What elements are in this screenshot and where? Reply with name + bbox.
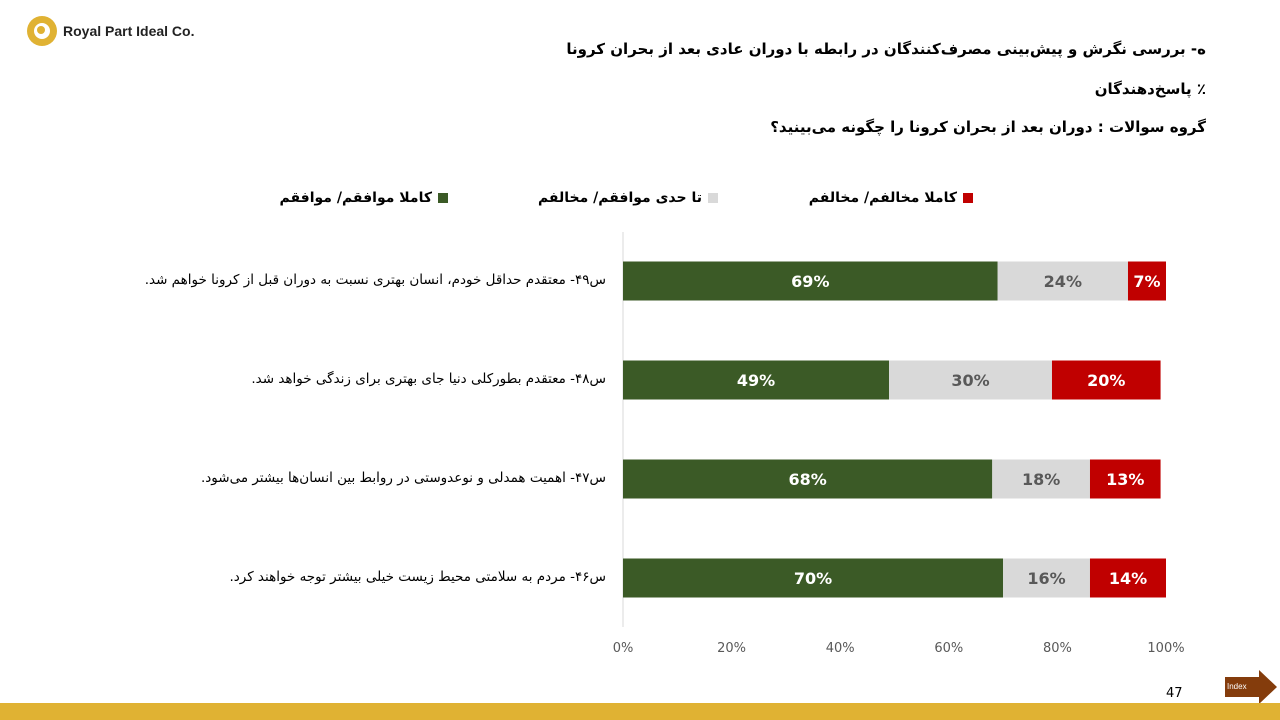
x-tick-label: 0% (612, 641, 634, 656)
data-label-neutral: 24% (1043, 272, 1082, 291)
x-tick-label: 100% (1147, 641, 1185, 656)
row-label-q47: س۴۷- اهمیت همدلی و نوعدوستی در روابط بین انسان‌ها بیشتر می‌شود. (201, 470, 606, 486)
data-label-neutral: 30% (951, 371, 990, 390)
x-tick-label: 80% (1042, 641, 1072, 656)
row-label-q46: س۴۶- مردم به سلامتی محیط زیست خیلی بیشتر توجه خواهند کرد. (229, 569, 606, 585)
data-label-agree: 69% (791, 272, 830, 291)
slide-title: ه- بررسی نگرش و پیش‌بینی مصرف‌کنندگان در رابطه با دوران عادی بعد از بحران کرونا (566, 40, 1206, 58)
question-group-title: گروه سوالات : دوران بعد از بحران کرونا را چگونه می‌بینید؟ (770, 118, 1206, 136)
slide-subtitle-unit: ٪ پاسخ‌دهندگان (1094, 80, 1206, 98)
data-label-agree: 70% (793, 569, 833, 588)
x-tick-label: 20% (717, 641, 747, 656)
index-label[interactable]: Index (1227, 682, 1247, 691)
legend-label-disagree: کاملا مخالفم/ مخالفم (808, 190, 957, 206)
row-label-q48: س۴۸- معتقدم بطورکلی دنیا جای بهتری برای زندگی خواهد شد. (251, 371, 606, 387)
row-label-q49: س۴۹- معتقدم حداقل خودم، انسان بهتری نسبت به دوران قبل از کرونا خواهم شد. (144, 272, 606, 288)
data-label-disagree: 7% (1133, 272, 1161, 291)
data-label-disagree: 14% (1108, 569, 1148, 588)
footer-bar (0, 703, 1280, 720)
x-tick-label: 60% (934, 641, 964, 656)
data-label-agree: 49% (736, 371, 776, 390)
data-label-disagree: 13% (1106, 470, 1145, 489)
data-label-neutral: 18% (1021, 470, 1061, 489)
data-label-agree: 68% (788, 470, 827, 489)
legend-label-agree: کاملا موافقم/ موافقم (279, 190, 432, 206)
data-label-neutral: 16% (1027, 569, 1066, 588)
company-name: Royal Part Ideal Co. (63, 23, 195, 39)
data-label-disagree: 20% (1087, 371, 1126, 390)
x-tick-label: 40% (825, 641, 855, 656)
legend-label-neutral: تا حدی موافقم/ مخالفم (537, 190, 702, 206)
page-number: 47 (1166, 686, 1183, 701)
